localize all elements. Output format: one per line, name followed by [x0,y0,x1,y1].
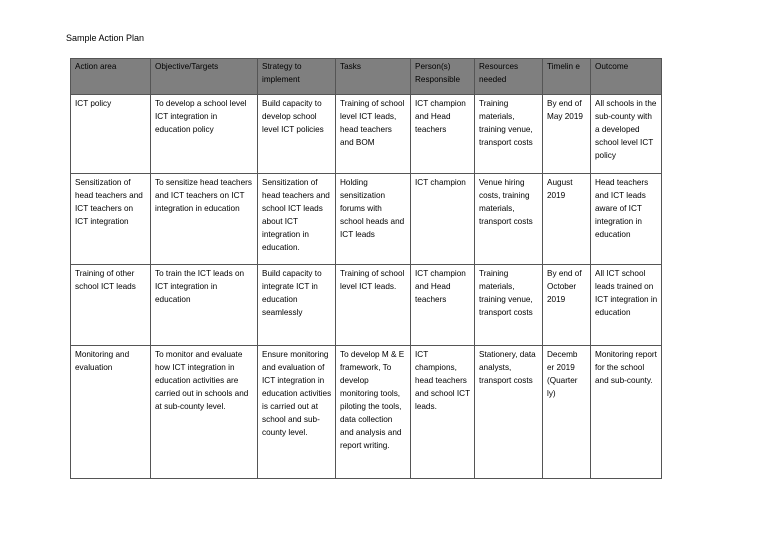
header-persons-responsible: Person(s) Responsible [411,59,475,95]
cell-action-area: Sensitization of head teachers and ICT teachers on ICT integration [71,174,151,265]
cell-resources: Stationery, data analysts, transport costs [475,346,543,479]
header-resources-needed: Resources needed [475,59,543,95]
document-title: Sample Action Plan [66,33,145,43]
cell-objective: To train the ICT leads on ICT integration in education [151,265,258,346]
cell-persons: ICT champion [411,174,475,265]
cell-tasks: Training of school level ICT leads, head teachers and BOM [336,95,411,174]
header-action-area: Action area [71,59,151,95]
header-objective-targets: Objective/Targets [151,59,258,95]
cell-persons: ICT champions, head teachers and school ICT leads. [411,346,475,479]
cell-action-area: ICT policy [71,95,151,174]
cell-outcome: Head teachers and ICT leads aware of ICT integration in education [591,174,662,265]
table-row [71,346,662,479]
cell-objective: To develop a school level ICT integration in education policy [151,95,258,174]
cell-strategy: Sensitization of head teachers and school ICT leads about ICT integration in education. [258,174,336,265]
cell-resources: Venue hiring costs, training materials, transport costs [475,174,543,265]
cell-timeline: August 2019 [543,174,591,265]
cell-strategy: Ensure monitoring and evaluation of ICT integration in education activities is carried out at school and sub-county level. [258,346,336,479]
cell-resources: Training materials, training venue, transport costs [475,265,543,346]
cell-objective: To sensitize head teachers and ICT teachers on ICT integration in education [151,174,258,265]
cell-action-area: Monitoring and evaluation [71,346,151,479]
header-outcome: Outcome [591,59,662,95]
cell-action-area: Training of other school ICT leads [71,265,151,346]
table-header-row [71,59,662,95]
cell-tasks: Training of school level ICT leads. [336,265,411,346]
table-row [71,95,662,174]
table-row [71,265,662,346]
cell-persons: ICT champion and Head teachers [411,265,475,346]
cell-timeline: By end of May 2019 [543,95,591,174]
cell-persons: ICT champion and Head teachers [411,95,475,174]
action-plan-table [70,58,662,479]
cell-outcome: All schools in the sub-county with a developed school level ICT policy [591,95,662,174]
header-strategy: Strategy to implement [258,59,336,95]
cell-tasks: Holding sensitization forums with school heads and ICT leads [336,174,411,265]
cell-timeline: By end of October 2019 [543,265,591,346]
cell-resources: Training materials, training venue, transport costs [475,95,543,174]
header-timeline: Timelin e [543,59,591,95]
cell-strategy: Build capacity to integrate ICT in education seamlessly [258,265,336,346]
cell-objective: To monitor and evaluate how ICT integration in education activities are carried out in schools and at sub-county level. [151,346,258,479]
cell-strategy: Build capacity to develop school level ICT policies [258,95,336,174]
cell-outcome: All ICT school leads trained on ICT integration in education [591,265,662,346]
table-row [71,174,662,265]
cell-outcome: Monitoring report for the school and sub-county. [591,346,662,479]
cell-tasks: To develop M & E framework, To develop monitoring tools, piloting the tools, data collection and analysis and report writing. [336,346,411,479]
header-tasks: Tasks [336,59,411,95]
cell-timeline: Decemb er 2019 (Quarter ly) [543,346,591,479]
